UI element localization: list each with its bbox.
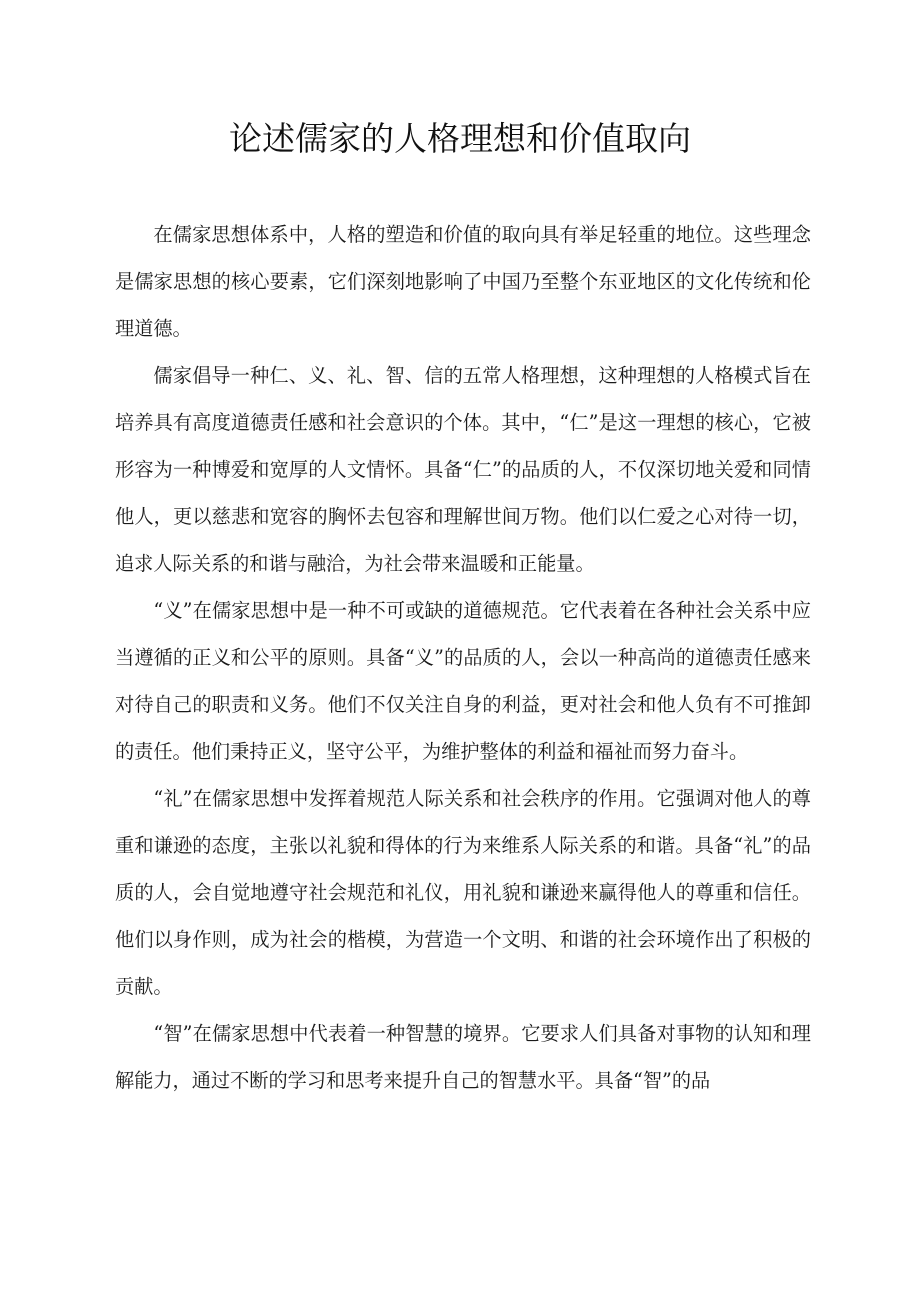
paragraph-li: “礼”在儒家思想中发挥着规范人际关系和社会秩序的作用。它强调对他人的尊重和谦逊的态度，主张以礼貌和得体的行为来维系人际关系的和谐。具备“礼”的品质的人，会自觉地遵守社会规范和礼仪，用礼貌和谦逊来赢得他人的尊重和信任。他们以身作则，成为社会的楷模，为营造一个文明、和谐的社会环境作出了积极的贡献。 <box>115 787 811 998</box>
paragraph-intro: 在儒家思想体系中，人格的塑造和价值的取向具有举足轻重的地位。这些理念是儒家思想的核心要素，它们深刻地影响了中国乃至整个东亚地区的文化传统和伦理道德。 <box>115 223 811 340</box>
paragraph-ren: 儒家倡导一种仁、义、礼、智、信的五常人格理想，这种理想的人格模式旨在培养具有高度道德责任感和社会意识的个体。其中，“仁”是这一理想的核心，它被形容为一种博爱和宽厚的人文情怀。具备“仁”的品质的人，不仅深切地关爱和同情他人，更以慈悲和宽容的胸怀去包容和理解世间万物。他们以仁爱之心对待一切，追求人际关系的和谐与融洽，为社会带来温暖和正能量。 <box>115 364 811 575</box>
paragraph-zhi: “智”在儒家思想中代表着一种智慧的境界。它要求人们具备对事物的认知和理解能力，通过不断的学习和思考来提升自己的智慧水平。具备“智”的品 <box>115 1022 811 1092</box>
paragraph-yi: “义”在儒家思想中是一种不可或缺的道德规范。它代表着在各种社会关系中应当遵循的正义和公平的原则。具备“义”的品质的人，会以一种高尚的道德责任感来对待自己的职责和义务。他们不仅关注自身的利益，更对社会和他人负有不可推卸的责任。他们秉持正义，坚守公平，为维护整体的利益和福祉而努力奋斗。 <box>115 599 811 763</box>
document-body <box>115 211 811 1104</box>
document-title: 论述儒家的人格理想和价值取向 <box>229 119 691 158</box>
